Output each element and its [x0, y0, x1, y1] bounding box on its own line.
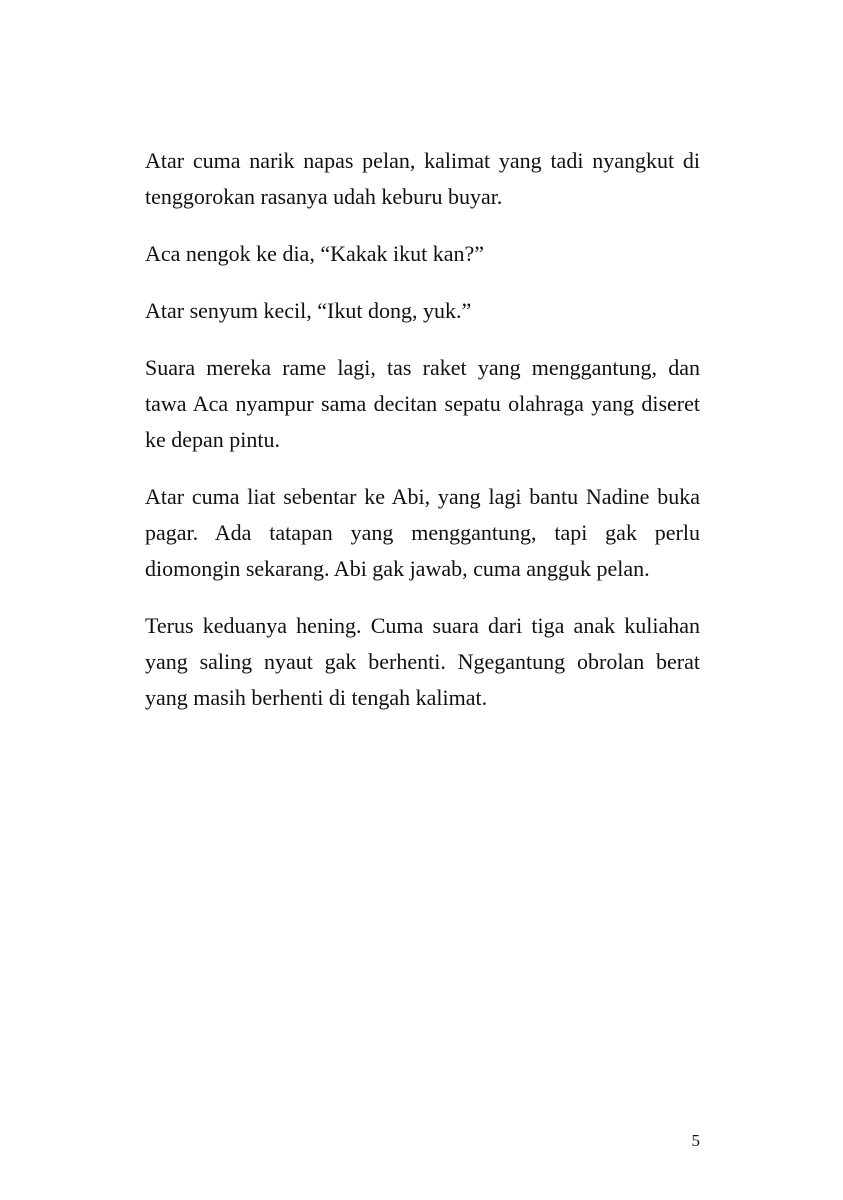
paragraph: Aca nengok ke dia, “Kakak ikut kan?”	[145, 241, 485, 266]
paragraph: Atar cuma liat sebentar ke Abi, yang lagi bantu Nadine buka pagar. Ada tatapan yang menggantung, tapi gak perlu diomongin sekarang. Abi gak jawab, cuma angguk pelan.	[145, 484, 700, 581]
page-number: 5	[691, 1131, 700, 1150]
paragraph: Atar cuma narik napas pelan, kalimat yang tadi nyangkut di tenggorokan rasanya udah keburu buyar.	[145, 148, 700, 209]
body-text	[145, 143, 700, 737]
paragraph: Atar senyum kecil, “Ikut dong, yuk.”	[145, 298, 472, 323]
paragraph: Terus keduanya hening. Cuma suara dari tiga anak kuliahan yang saling nyaut gak berhenti. Ngegantung obrolan berat yang masih berhenti di tengah kalimat.	[145, 613, 700, 710]
paragraph: Suara mereka rame lagi, tas raket yang menggantung, dan tawa Aca nyampur sama decitan sepatu olahraga yang diseret ke depan pintu.	[145, 355, 700, 452]
